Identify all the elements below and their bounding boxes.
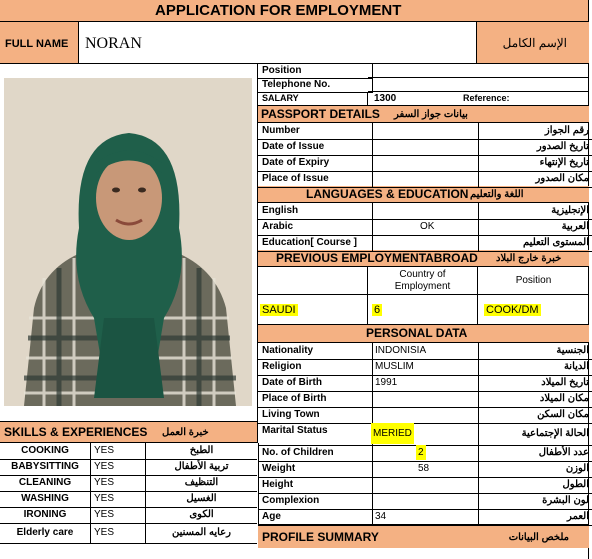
personal-field-row: [258, 423, 589, 445]
personal-field-label: Religion: [258, 359, 373, 376]
personal-field-label-ar: لون البشرة: [478, 493, 592, 510]
personal-field-value-cell[interactable]: [368, 493, 479, 510]
reference-label: Reference:: [463, 93, 510, 103]
salary-row: [258, 92, 589, 106]
personal-field-value-cell[interactable]: [368, 477, 479, 494]
skill-value[interactable]: YES: [90, 443, 146, 459]
personal-field-value: 34: [375, 511, 387, 522]
country-col-header: [368, 267, 478, 295]
passport-field-row: [258, 171, 589, 187]
personal-field-row: [258, 391, 589, 407]
personal-header: [258, 325, 589, 343]
passport-field-value-cell[interactable]: [368, 155, 479, 172]
personal-field-row: [258, 509, 589, 525]
country-cell[interactable]: [258, 295, 368, 325]
full-name-label: FULL NAME: [5, 38, 69, 50]
personal-title: PERSONAL DATA: [366, 326, 468, 340]
personal-field-label-ar: الحالة الإجتماعية: [478, 423, 592, 446]
languages-title: LANGUAGES & EDUCATION: [306, 187, 469, 201]
passport-header: [258, 106, 589, 123]
personal-field-label-ar: مكان الميلاد: [478, 391, 592, 408]
passport-field-row: [258, 123, 589, 139]
personal-field-label-ar: عدد الأطفال: [478, 445, 592, 462]
skill-row: [0, 523, 257, 544]
profile-title: PROFILE SUMMARY: [262, 530, 379, 544]
personal-field-label-ar: الجنسية: [478, 343, 592, 360]
personal-field-value-cell[interactable]: [368, 509, 479, 526]
profile-header: [258, 524, 589, 548]
skill-label-ar: تربية الأطفال: [174, 461, 229, 472]
personal-field-value: 58: [418, 463, 430, 474]
personal-field-value-cell[interactable]: [368, 343, 479, 360]
personal-field-value-cell[interactable]: [368, 445, 479, 462]
language-field-value-cell[interactable]: [368, 235, 479, 252]
skill-row: [0, 443, 257, 460]
skills-header: [0, 421, 258, 443]
personal-field-value: MERIED: [371, 423, 414, 444]
skill-label-ar: الغسيل: [186, 493, 217, 504]
previous-data-row: [258, 295, 589, 325]
previous-title: PREVIOUS EMPLOYMENTABROAD: [276, 251, 478, 265]
passport-field-row: [258, 155, 589, 171]
position-row: [258, 64, 589, 78]
skill-label-ar: التنظيف: [184, 477, 219, 488]
personal-field-value-cell[interactable]: [368, 423, 479, 446]
previous-blank-cell: [258, 267, 368, 295]
skill-label: COOKING: [0, 443, 91, 459]
personal-field-value: 1991: [375, 377, 398, 388]
language-field-row: [258, 219, 589, 235]
passport-field-row: [258, 139, 589, 155]
full-name-value-cell[interactable]: [79, 22, 477, 64]
language-field-label: English: [258, 203, 373, 220]
salary-label: SALARY: [258, 92, 368, 106]
skill-label-ar: الطبخ: [189, 445, 214, 456]
personal-field-value-cell[interactable]: [368, 461, 479, 478]
previous-header: [258, 250, 589, 267]
skill-value[interactable]: YES: [90, 475, 146, 491]
personal-field-value-cell[interactable]: [368, 359, 479, 376]
personal-field-row: [258, 461, 589, 477]
personal-field-label: Living Town: [258, 407, 373, 424]
skill-label-ar: الكوى: [189, 509, 214, 520]
skill-row: [0, 507, 257, 524]
personal-field-label-ar: العمر: [478, 509, 592, 526]
skill-label: WASHING: [0, 491, 91, 507]
personal-field-row: [258, 375, 589, 391]
full-name-arabic-cell: [477, 22, 589, 64]
personal-field-label-ar: مكان السكن: [478, 407, 592, 424]
skill-value[interactable]: YES: [90, 459, 146, 475]
personal-field-label: Age: [258, 509, 373, 526]
country-value: SAUDI: [262, 304, 296, 316]
skills-title-ar: خبرة العمل: [162, 427, 209, 438]
personal-field-label: Marital Status: [258, 423, 373, 446]
personal-field-row: [258, 343, 589, 359]
prev-position-cell[interactable]: [478, 295, 589, 325]
language-field-value: OK: [420, 221, 435, 232]
applicant-photo: [4, 78, 252, 406]
language-field-value-cell[interactable]: [368, 203, 479, 220]
personal-field-label-ar: الوزن: [478, 461, 592, 478]
language-field-row: [258, 203, 589, 219]
passport-field-value-cell[interactable]: [368, 139, 479, 156]
personal-field-row: [258, 477, 589, 493]
personal-field-label: Place of Birth: [258, 391, 373, 408]
country-col-header-text: Country of Employment: [394, 269, 451, 292]
skill-row: [0, 459, 257, 476]
skill-label: Elderly care: [0, 523, 91, 543]
skill-value[interactable]: YES: [90, 491, 146, 507]
previous-subheader: [258, 267, 589, 295]
passport-field-label: Date of Expiry: [258, 155, 373, 172]
photo-frame: [0, 64, 258, 421]
position-col-header: [478, 267, 589, 295]
years-cell[interactable]: [368, 295, 478, 325]
telephone-value[interactable]: [368, 78, 589, 92]
language-field-label: Education[ Course ]: [258, 235, 373, 252]
passport-title: PASSPORT DETAILS: [261, 107, 380, 121]
salary-value-cell[interactable]: [368, 92, 589, 106]
skill-value[interactable]: YES: [90, 507, 146, 523]
position-value[interactable]: [368, 64, 589, 78]
skill-label: CLEANING: [0, 475, 91, 491]
passport-field-label-ar: تاريخ الصدور: [478, 139, 592, 156]
skill-row: [0, 475, 257, 492]
language-field-label: Arabic: [258, 219, 373, 236]
language-field-label-ar: العربية: [478, 219, 592, 236]
language-field-row: [258, 235, 589, 251]
personal-field-label-ar: الديانة: [478, 359, 592, 376]
personal-field-value-cell[interactable]: [368, 375, 479, 392]
telephone-row: [258, 78, 589, 92]
passport-field-label: Place of Issue: [258, 171, 373, 188]
personal-field-value-cell[interactable]: [368, 391, 479, 408]
personal-field-value-cell[interactable]: [368, 407, 479, 424]
personal-field-label: Nationality: [258, 343, 373, 360]
full-name-arabic: الإسم الكامل: [502, 36, 567, 50]
personal-field-row: [258, 359, 589, 375]
telephone-label: Telephone No.: [258, 78, 373, 93]
personal-field-label: Complexion: [258, 493, 373, 510]
full-name-value: NORAN: [85, 35, 142, 52]
personal-field-row: [258, 493, 589, 509]
position-col-header-text: Position: [515, 275, 552, 286]
passport-field-label: Date of Issue: [258, 139, 373, 156]
skill-label: BABYSITTING: [0, 459, 91, 475]
personal-field-label-ar: تاريخ الميلاد: [478, 375, 592, 392]
previous-title-ar: خبرة خارج البلاد: [496, 253, 562, 264]
form-title-bar: [0, 0, 589, 22]
personal-field-label: Weight: [258, 461, 373, 478]
languages-header: [258, 186, 589, 203]
passport-field-label-ar: مكان الصدور: [478, 171, 592, 188]
language-field-label-ar: الإنجليزية: [478, 203, 592, 220]
skills-title: SKILLS & EXPERIENCES: [4, 425, 148, 439]
personal-field-label: Height: [258, 477, 373, 494]
passport-field-label-ar: رقم الجواز: [478, 123, 592, 140]
personal-field-row: [258, 445, 589, 461]
prev-position-value: COOK/DM: [486, 304, 539, 316]
personal-field-label: Date of Birth: [258, 375, 373, 392]
personal-field-value: INDONISIA: [375, 345, 427, 356]
language-field-value-cell[interactable]: [368, 219, 479, 236]
passport-field-value-cell[interactable]: [368, 123, 479, 140]
skill-label-ar: رعايه المسنين: [172, 527, 231, 538]
personal-field-row: [258, 407, 589, 423]
salary-value: 1300: [374, 93, 397, 104]
full-name-label-cell: [0, 22, 79, 64]
personal-field-label: No. of Children: [258, 445, 373, 462]
passport-field-label: Number: [258, 123, 373, 140]
language-field-label-ar: المستوى التعليم: [478, 235, 592, 252]
skill-label: IRONING: [0, 507, 91, 523]
passport-field-label-ar: تاريخ الإنتهاء: [478, 155, 592, 172]
skill-value[interactable]: YES: [90, 523, 146, 543]
profile-title-ar: ملخص البيانات: [508, 532, 569, 543]
personal-field-value: 2: [418, 447, 424, 458]
personal-field-label-ar: الطول: [478, 477, 592, 494]
skill-row: [0, 491, 257, 508]
passport-field-value-cell[interactable]: [368, 171, 479, 188]
personal-field-value: MUSLIM: [375, 361, 414, 372]
years-value: 6: [374, 304, 381, 316]
form-title: APPLICATION FOR EMPLOYMENT: [155, 2, 402, 19]
passport-title-ar: بيانات جواز السفر: [394, 109, 468, 120]
languages-title-ar: اللغة والتعليم: [470, 189, 524, 200]
position-label: Position: [258, 64, 373, 79]
